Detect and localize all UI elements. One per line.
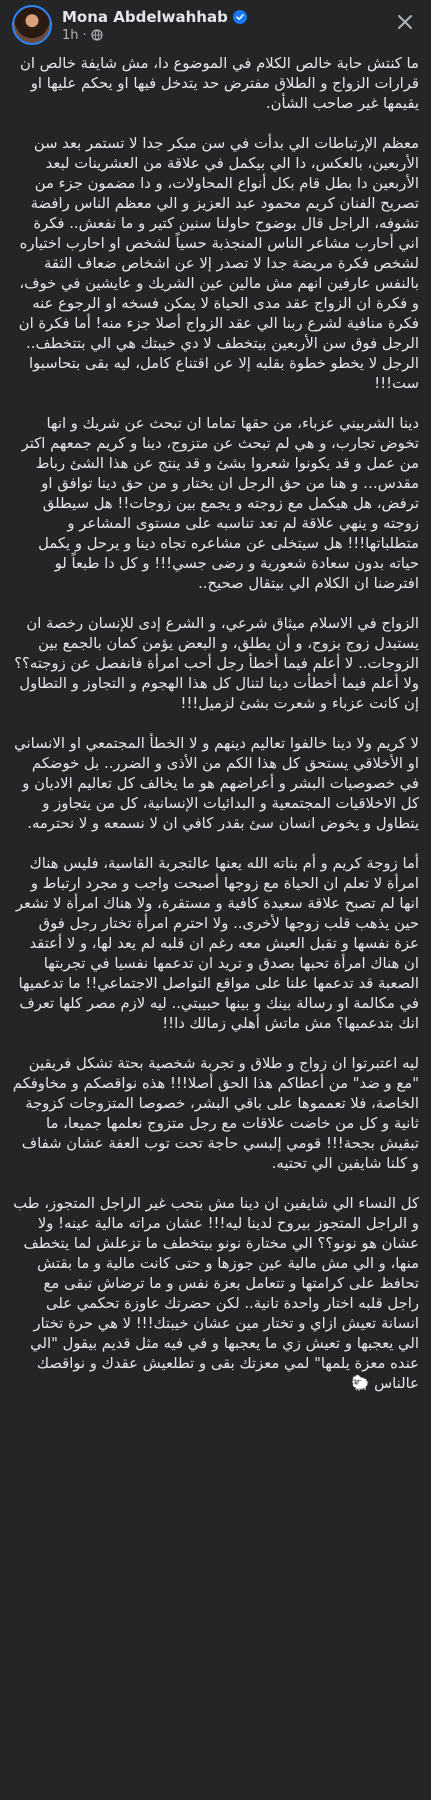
post-subline (62, 28, 247, 43)
post-body (0, 50, 431, 1394)
author-name[interactable]: Mona Abdelwahhab (62, 7, 228, 26)
verified-badge-icon (233, 10, 247, 24)
globe-icon[interactable] (91, 29, 103, 41)
post-paragraph: كل النساء الي شايفين ان دينا مش بتحب غير الراجل المتجوز، طب و الراجل المتجوز بيروح لدينا ليه!!! عشان مراته مالية عينه! ولا عشان هو نونو؟؟ الي مختارة نونو بيتخطف ما تزعلش لما يتخطف منها، و الي مش مالية عين جوزها و حتى كانت مالية و ما بقتش تحافظ على كرامتها و تتعامل بعزة نفس و ما ترضاش تبقى مع راجل قلبه اختار واحدة تانية.. لكن حضرتك عاوزة تحكمي على انسانة تعيش ازاي و تختار مين عشان خيبتك!!! لا هي حرة تختار الي يعجبها و تعيش زي ما يعجبها و في فيه مثل قديم بيقول "الي عنده معزة يلمها" لمي معزتك بقى و تطلعيش عقدك و نواقصك عالناس 🐑 (13, 1195, 419, 1392)
post-paragraph: معظم الإرتباطات الي بدأت في سن مبكر جدا لا تستمر بعد سن الأربعين، بالعكس، دا الي بيكمل في علاقة من العشرينات لبعد الأربعين دا بطل قام بكل أنواع المحاولات، و دا مضمون جزء من تصريح الفنان كريم محمود عبد العزيز و الي معظم الناس رافضة تشوفه، الراجل قال بوضوح حاولنا سنين كتير و ما نفعش.. فكرة اني أحارب مشاعر الناس المنجذبة حسياً لشخص او احارب اختياره لشخص فكرة مريضة جدا لا تصدر إلا عن اشخاص ضعاف الثقة بالنفس عارفين انهم مش مالين عين الشريك و عايشين في خوف، و فكرة ان الزواج عقد مدى الحياة لا يمكن فسخه او الرجوع عنه فكرة منافية لشرع ربنا الي عقد الزواج أصلا جزء منه! أما فكرة ان الرجل فوق سن الأربعين بيتخطف لا دي خيبتك هي الي بتتخطف.. الرجل لا يخطو خطوة بقلبه إلا عن اقتناع كامل، ليه بقى بتحاسبوا ست!!! (18, 135, 419, 392)
close-icon[interactable] (393, 10, 417, 34)
author-avatar[interactable] (12, 5, 52, 45)
author-meta (62, 8, 247, 43)
post-paragraph: ما كنتش حابة خالص الكلام في الموضوع دا، مش شايفة خالص ان قرارات الزواج و الطلاق مفترض حد يتدخل فيها او يحكم عليها او يقيمها غير صاحب الشأن. (19, 55, 419, 112)
post-paragraph: الزواج في الاسلام ميثاق شرعي، و الشرع إدى للإنسان رخصة ان يستبدل زوج بزوج، و أن يطلق، و البعض يؤمن كمان بالجمع بين الزوجات.. لا أعلم فيما أخطأ رجل أحب امرأة فانفصل عن زوجته؟؟ ولا أعلم فيما أخطأت دينا لتنال كل هذا الهجوم و التجاوز و التطاول إن كانت عزباء و شعرت بشئ لزميل!!! (14, 615, 419, 712)
post-paragraph: لا كريم ولا دينا خالفوا تعاليم دينهم و لا الخطأ المجتمعي او الانساني او الأخلاقي يستحق كل هذا الكم من الأذى و الضرر.. بل خوضكم في خصوصيات البشر و أعراضهم هو ما يخالف كل تعاليم الاديان و كل الاخلاقيات المجتمعية و البدائيات الإنسانية، كل من يتجاوز و يتطاول و يخوض انسان سئ بقدر كافي ان لا نسمعه و لا نحترمه. (14, 735, 419, 832)
author-name-row (62, 8, 247, 26)
post-time[interactable]: 1h (62, 27, 79, 43)
separator-dot: · (82, 27, 87, 43)
post-header (0, 0, 431, 50)
post-paragraph: ليه اعتبرتوا ان زواج و طلاق و تجربة شخصية بحتة تشكل فريقين "مع و ضد" من أعطاكم هذا الحق أصلا!!! هذه نواقصكم و مخاوفكم الخاصة، فلا تعمموها على باقي البشر، خصوصا المتزوجات كزوجة ثانية و كل من خاضت علاقات مع رجل متزوج نعلمها جميعا، ما تبقيش بجحة!!! قومي إلبسي حاجة تحت توب العفة عشان شفاف و كلنا شايفين الي تحتيه. (12, 1055, 419, 1172)
post-paragraph: دينا الشربيني عزباء، من حقها تماما ان تبحث عن شريك و انها تخوض تجارب، و هي لم تبحث عن متزوج، دينا و كريم جمعهم اكتر من عمل و قد يكونوا شعروا بشئ و قد ينتج عن هذا الشئ رباط مقدس… و هنا من حق الرجل ان يختار و من حق دينا توافق او ترفض، هل هيكمل مع زوجته و يجمع بين زوجات!! هل سيطلق زوجته و ينهي علاقة لم تعد تناسبه على مستوى المشاعر و متطلباتها!!! هل سيتخلى عن مشاعره تجاه دينا و يرحل و يكمل حياته بدون سعادة شعورية و رضى جسي!!! و كل دا طبعاً لو افترضنا ان الكلام الي بيتقال صحيح.. (21, 415, 419, 592)
post-paragraph: أما زوجة كريم و أم بناته الله يعنها عالتجربة القاسية، فليس هناك امرأة لا تعلم ان الحياة مع زوجها أصبحت واجب و مجرد ارتباط و انها لم تصبح علاقة سعيدة كافية و مستقرة، ولا هناك امرأة لا تشعر حين يذهب قلب زوجها لأخرى.. ولا احترم امرأة تختار رجل فوق عزة نفسها و تقبل العيش معه رغم ان قلبه لم يعد لها، و لا أعتقد ان هناك امرأة تحبها بصدق و تريد ان تدعمها نفسيا في تجربتها الصعبة قد تدعمها علنا على مواقع التواصل الاجتماعي!! ما تدعميها في مكالمة او رسالة بينك و بينها حبيبتي.. ليه لازم مصر كلها تعرف انك بتدعميها؟ مش ماتش أهلي زمالك دا!! (15, 855, 419, 1032)
